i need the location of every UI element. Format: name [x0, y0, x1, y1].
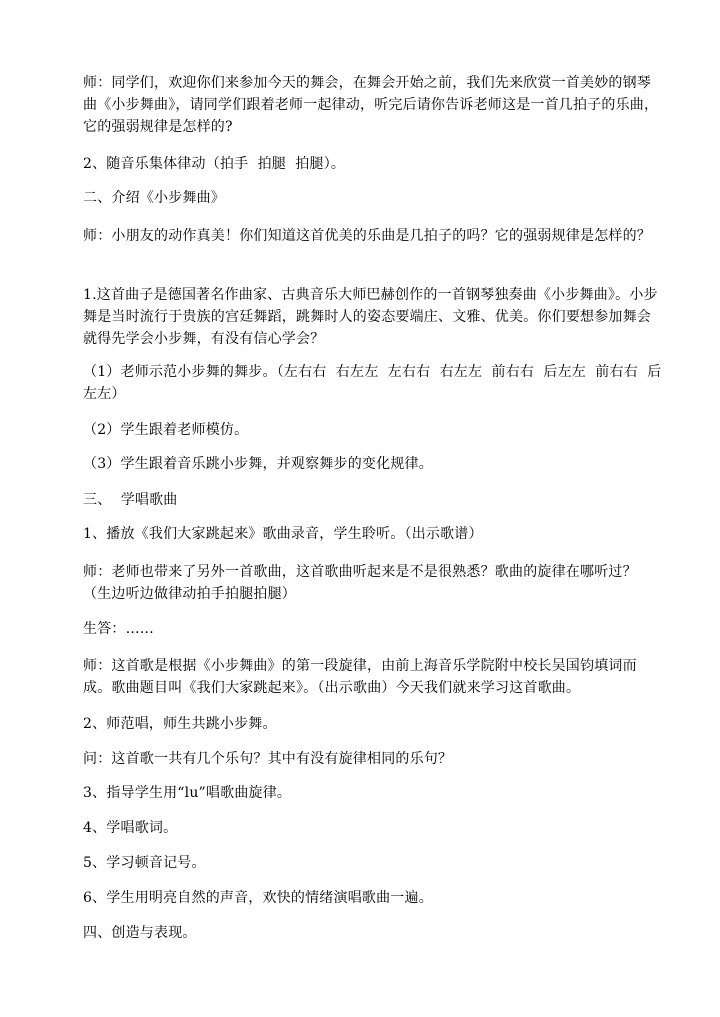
paragraph-step-5: 5、学习顿音记号。	[83, 855, 206, 871]
paragraph-step-2-sing: 2、师范唱，师生共跳小步舞。	[83, 716, 277, 732]
paragraph-play-song: 1、播放《我们大家跳起来》歌曲录音，学生聆听。（出示歌谱）	[83, 526, 483, 542]
paragraph-song-origin: 师：这首歌是根据《小步舞曲》的第一段旋律，由前上海音乐学院附中校长吴国钧填词而成。歌曲题目叫《我们大家跳起来》。（出示歌曲）今天我们就来学习这首歌曲。	[83, 658, 637, 696]
paragraph-teacher-praise: 师：小朋友的动作真美！你们知道这首优美的乐曲是几拍子的吗？它的强弱规律是怎样的？	[83, 228, 651, 244]
paragraph-step-3: 3、指导学生用“lu”唱歌曲旋律。	[83, 785, 292, 801]
section-heading-4: 四、创造与表现。	[83, 925, 197, 941]
paragraph-imitate: （2）学生跟着老师模仿。	[83, 422, 249, 438]
paragraph-bach-intro: 1.这首曲子是德国著名作曲家、古典音乐大师巴赫创作的一首钢琴独奏曲《小步舞曲》。小步舞是当时流行于贵族的宫廷舞蹈，跳舞时人的姿态要端庄、文雅、优美。你们要想参加舞会就得先学会小步舞，有没有信心学会？	[83, 287, 658, 347]
paragraph-step-6: 6、学生用明亮自然的声音，欢快的情绪演唱歌曲一遍。	[83, 890, 433, 906]
paragraph-student-answer: 生答：……	[83, 621, 154, 637]
paragraph-step-4: 4、学唱歌词。	[83, 820, 178, 836]
paragraph-step-2-rhythm: 2、随音乐集体律动（拍手 拍腿 拍腿）。	[83, 156, 346, 172]
paragraph-dance-music: （3）学生跟着音乐跳小步舞，并观察舞步的变化规律。	[83, 456, 433, 472]
section-heading-3: 三、 学唱歌曲	[83, 492, 178, 508]
paragraph-teacher-song: 师：老师也带来了另外一首歌曲，这首歌曲听起来是不是很熟悉？歌曲的旋律在哪听过？（生边听边做律动拍手拍腿拍腿）	[83, 564, 637, 602]
section-heading-2: 二、介绍《小步舞曲》	[83, 190, 225, 206]
paragraph-dance-demo: （1）老师示范小步舞的舞步。（左右右 右左左 左右右 右左左 前右右 后左左 前右右 后左左）	[83, 364, 662, 402]
paragraph-question: 问：这首歌一共有几个乐句？其中有没有旋律相同的乐句？	[83, 751, 453, 767]
paragraph-teacher-intro: 师：同学们，欢迎你们来参加今天的舞会，在舞会开始之前，我们先来欣赏一首美妙的钢琴曲《小步舞曲》，请同学们跟着老师一起律动，听完后请你告诉老师这是一首几拍子的乐曲，它的强弱规律是怎样的?	[83, 75, 659, 135]
